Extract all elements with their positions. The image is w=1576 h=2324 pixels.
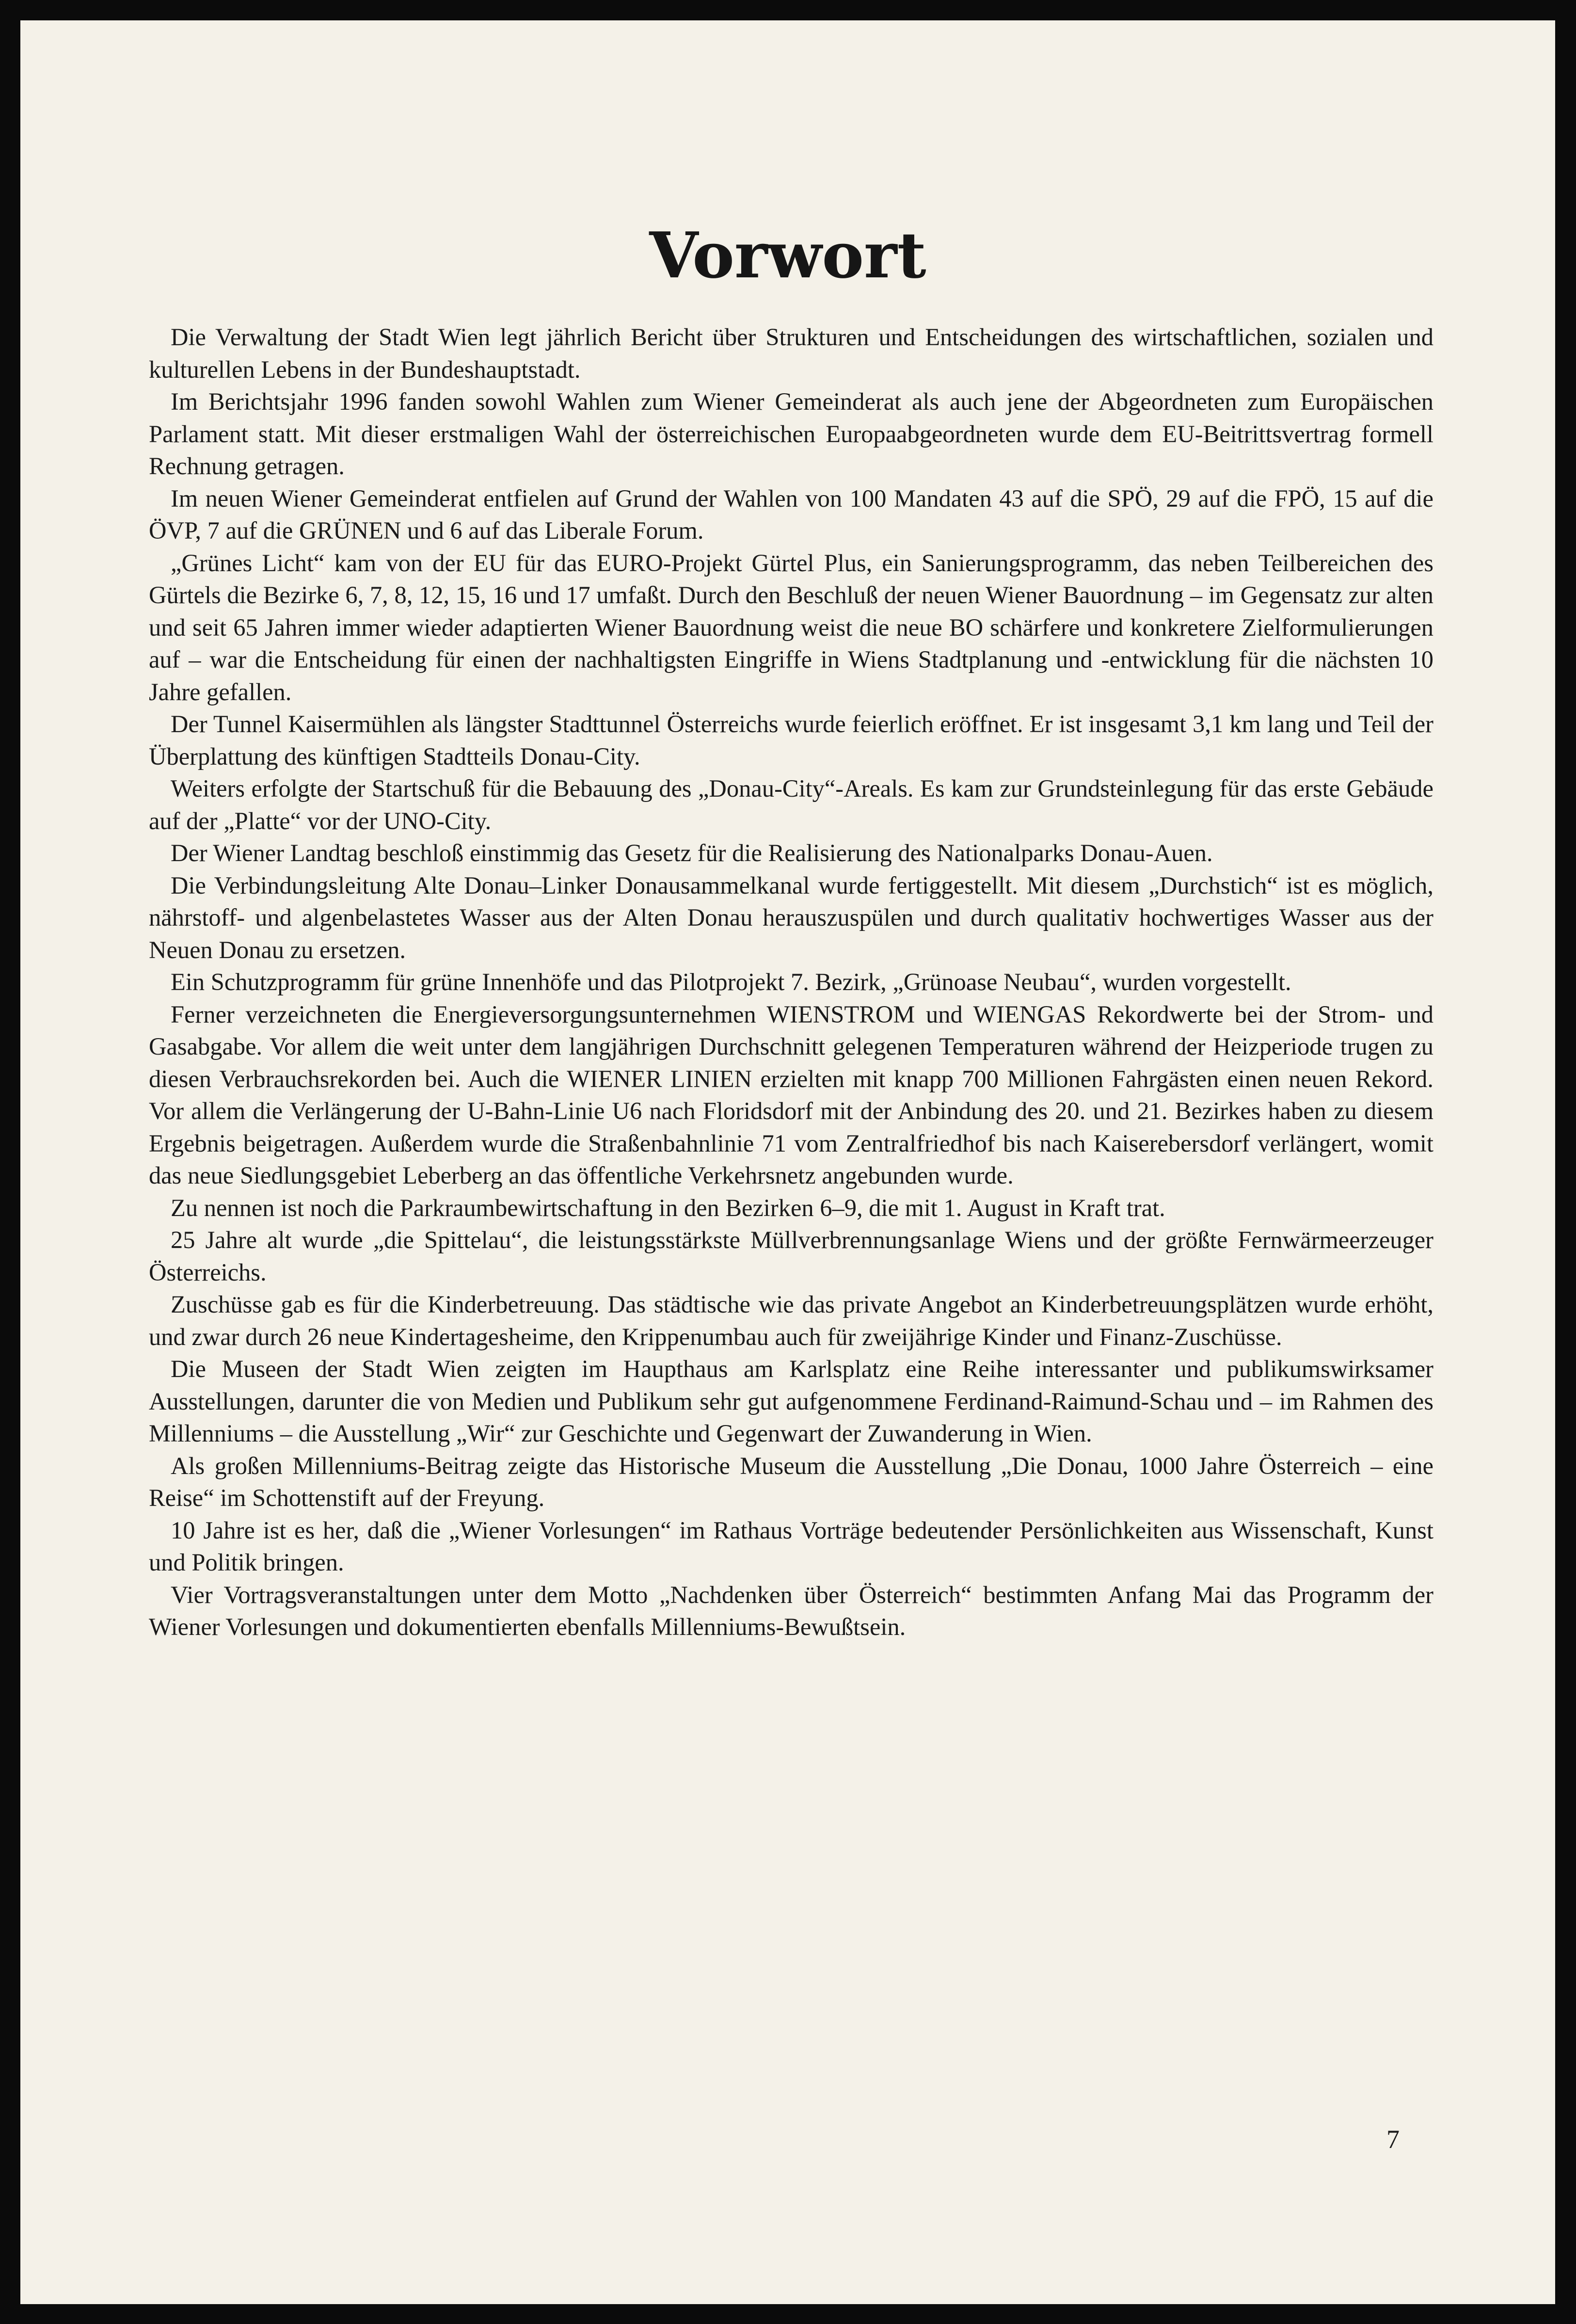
document-page xyxy=(20,20,1555,2304)
paragraph: Weiters erfolgte der Startschuß für die Bebauung des „Donau-City“-Areals. Es kam zur Grundsteinlegung für das erste Gebäude auf der „Platte“ vor der UNO-City. xyxy=(149,775,1433,834)
paragraph: 25 Jahre alt wurde „die Spittelau“, die leistungsstärkste Müllverbrennungsanlage Wiens und der größte Fernwärmeerzeuger Österreichs. xyxy=(149,1226,1433,1286)
page-number: 7 xyxy=(1386,2125,1400,2154)
paragraph: 10 Jahre ist es her, daß die „Wiener Vorlesungen“ im Rathaus Vorträge bedeutender Persönlichkeiten aus Wissenschaft, Kunst und Politik bringen. xyxy=(149,1516,1433,1576)
paragraph: Der Wiener Landtag beschloß einstimmig das Gesetz für die Realisierung des Nationalparks Donau-Auen. xyxy=(171,839,1213,866)
paragraph: Die Museen der Stadt Wien zeigten im Haupthaus am Karlsplatz eine Reihe interessanter und publikumswirksamer Ausstellungen, darunter die von Medien und Publikum sehr gut aufgenommene Ferdinand-Raimund-Schau und – im Rahmen des Millenniums – die Ausstellung „Wir“ zur Geschichte und Gegenwart der Zuwanderung in Wien. xyxy=(149,1355,1433,1447)
paragraph: Im Berichtsjahr 1996 fanden sowohl Wahlen zum Wiener Gemeinderat als auch jene der Abgeordneten zum Europäischen Parlament statt. Mit dieser erstmaligen Wahl der österreichischen Europaabgeordneten wurde dem EU-Beitrittsvertrag formell Rechnung getragen. xyxy=(149,388,1433,480)
paragraph: Als großen Millenniums-Beitrag zeigte das Historische Museum die Ausstellung „Die Donau, 1000 Jahre Österreich – eine Reise“ im Schottenstift auf der Freyung. xyxy=(149,1452,1433,1511)
paragraph: Der Tunnel Kaisermühlen als längster Stadttunnel Österreichs wurde feierlich eröffnet. Er ist insgesamt 3,1 km lang und Teil der Überplattung des künftigen Stadtteils Donau-City. xyxy=(149,710,1433,770)
paragraph: Ferner verzeichneten die Energieversorgungsunternehmen WIENSTROM und WIENGAS Rekordwerte bei der Strom- und Gasabgabe. Vor allem die weit unter dem langjährigen Durchschnitt gelegenen Temperaturen während der Heizperiode trugen zu diesen Verbrauchsrekorden bei. Auch die WIENER LINIEN erzielten mit knapp 700 Millionen Fahrgästen einen neuen Rekord. Vor allem die Verlängerung der U-Bahn-Linie U6 nach Floridsdorf mit der Anbindung des 20. und 21. Bezirkes haben zu diesem Ergebnis beigetragen. Außerdem wurde die Straßenbahnlinie 71 vom Zentralfriedhof bis nach Kaiserebersdorf verlängert, womit das neue Siedlungsgebiet Leberberg an das öffentliche Verkehrsnetz angebunden wurde. xyxy=(149,1000,1433,1189)
paragraph: Ein Schutzprogramm für grüne Innenhöfe und das Pilotprojekt 7. Bezirk, „Grünoase Neubau“, wurden vorgestellt. xyxy=(171,968,1291,995)
paragraph: Zuschüsse gab es für die Kinderbetreuung. Das städtische wie das private Angebot an Kinderbetreuungsplätzen wurde erhöht, und zwar durch 26 neue Kindertagesheime, den Krippenumbau auch für zweijährige Kinder und Finanz-Zuschüsse. xyxy=(149,1291,1433,1350)
body-text xyxy=(149,321,1433,1643)
paragraph: Im neuen Wiener Gemeinderat entfielen auf Grund der Wahlen von 100 Mandaten 43 auf die SPÖ, 29 auf die FPÖ, 15 auf die ÖVP, 7 auf die GRÜNEN und 6 auf das Liberale Forum. xyxy=(149,484,1433,544)
paragraph: Die Verwaltung der Stadt Wien legt jährlich Bericht über Strukturen und Entscheidungen des wirtschaftlichen, sozialen und kulturellen Lebens in der Bundeshauptstadt. xyxy=(149,323,1433,383)
paragraph: „Grünes Licht“ kam von der EU für das EURO-Projekt Gürtel Plus, ein Sanierungsprogramm, das neben Teilbereichen des Gürtels die Bezirke 6, 7, 8, 12, 15, 16 und 17 umfaßt. Durch den Beschluß der neuen Wiener Bauordnung – im Gegensatz zur alten und seit 65 Jahren immer wieder adaptierten Wiener Bauordnung weist die neue BO schärfere und konkretere Zielformulierungen auf – war die Entscheidung für einen der nachhaltigsten Eingriffe in Wiens Stadtplanung und -entwicklung für die nächsten 10 Jahre gefallen. xyxy=(149,549,1433,705)
page-title: Vorwort xyxy=(649,218,926,292)
paragraph: Zu nennen ist noch die Parkraumbewirtschaftung in den Bezirken 6–9, die mit 1. August in Kraft trat. xyxy=(171,1194,1165,1221)
paragraph: Vier Vortragsveranstaltungen unter dem Motto „Nachdenken über Österreich“ bestimmten Anfang Mai das Programm der Wiener Vorlesungen und dokumentierten ebenfalls Millenniums-Bewußtsein. xyxy=(149,1581,1433,1640)
paragraph: Die Verbindungsleitung Alte Donau–Linker Donausammelkanal wurde fertiggestellt. Mit diesem „Durchstich“ ist es möglich, nährstoff- und algenbelastetes Wasser aus der Alten Donau herauszuspülen und durch qualitativ hochwertiges Wasser aus der Neuen Donau zu ersetzen. xyxy=(149,871,1433,963)
